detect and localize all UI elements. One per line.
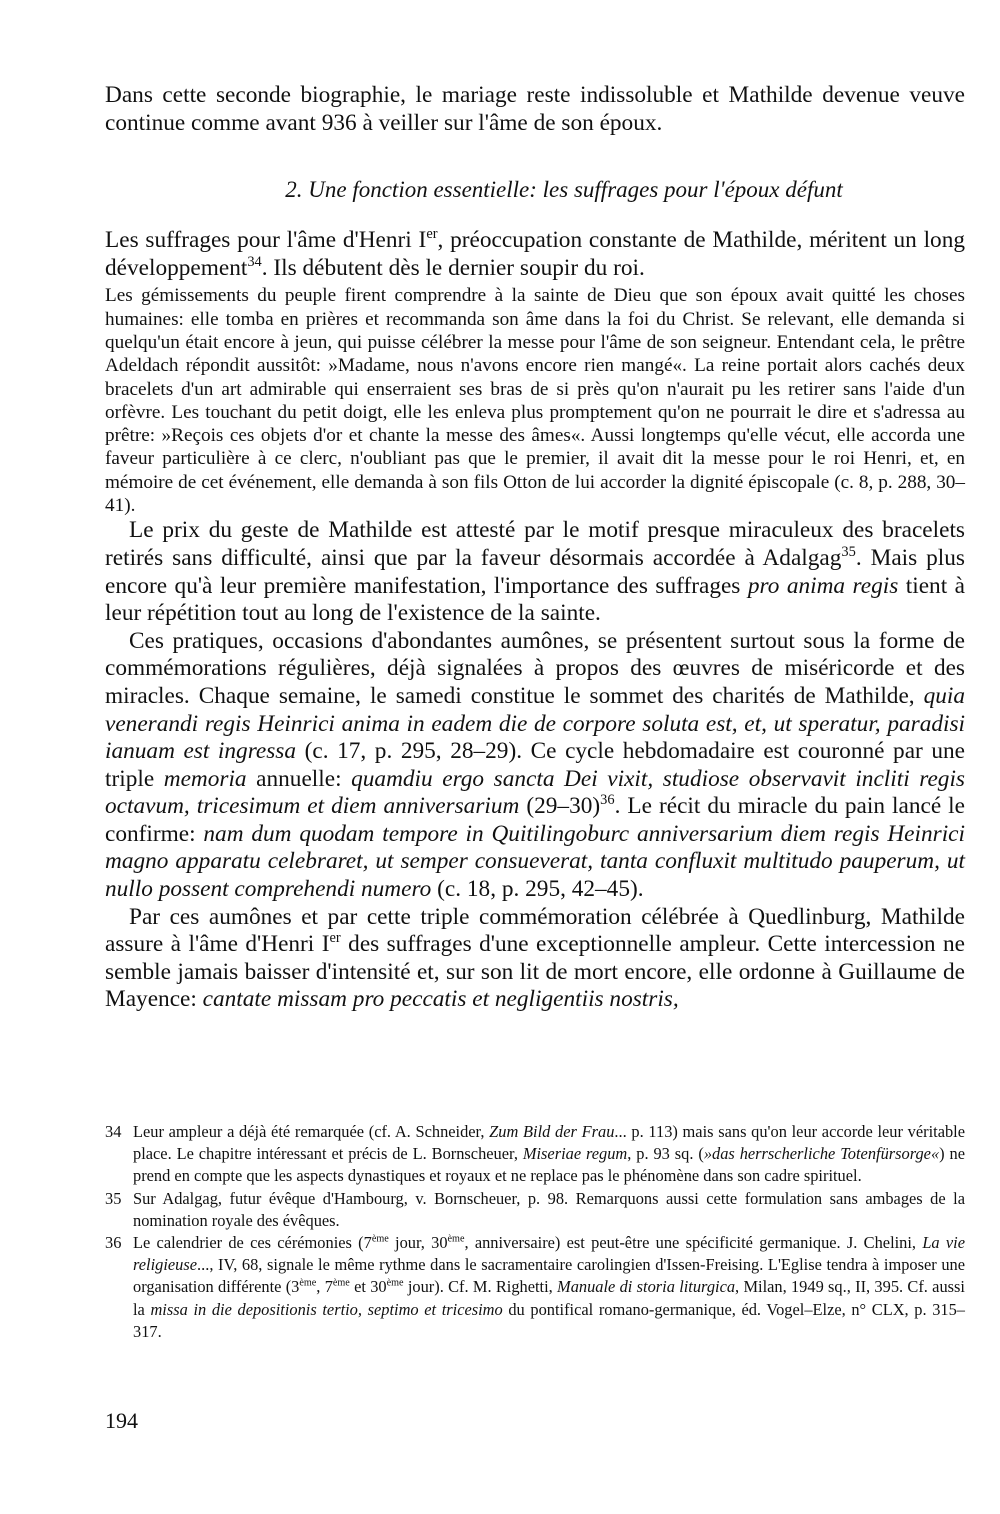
footnote-ref-36: 36 (600, 792, 615, 809)
text: . Ils débutent dès le dernier soupir du roi. (261, 254, 645, 281)
text: Les suffrages pour l'âme d'Henri I (105, 227, 427, 254)
text: Leur ampleur a déjà été remarquée (cf. A. Schneider, (133, 1122, 490, 1141)
latin-quote: cantate missam pro peccatis et negligentiis nostris, (202, 986, 679, 1013)
title: Zum Bild der Frau (489, 1122, 615, 1141)
block-quote: Les gémissements du peuple firent comprendre à la sainte de Dieu que son époux avait quitté les choses humaines: elle tomba en prières et recommanda son âme dans la foi du Christ. Se relevant, elle demanda si quelqu'un était encore à jeun, qui puisse célébrer la messe pour l'âme de son seigneur. Entendant cela, le prêtre Adeldach répondit aussitôt: »Madame, nous n'avons encore rien mangé«. La reine portait alors cachés deux bracelets d'un art admirable qui enserraient ses bras de si près qu'on n'aurait pu les retirer sans l'aide d'un orfèvre. Les touchant du petit doigt, elle les enleva plus promptement qu'on ne pourrait le dire et s'adressa au prêtre: »Reçois ces objets d'or et chante la messe des âmes«. Aussi longtemps qu'elle vécut, elle accorda une faveur particulière à ce clerc, n'oubliant pas que le premier, il avait dit la messe pour le roi Henri, et, en mémoire de cet événement, elle demanda à son fils Otton de lui accorder la dignité épiscopale (c. 8, p. 288, 30–41). (105, 285, 965, 517)
text: des suffrages d'une exceptionnelle ampleur. Cette intercession ne semble jamais baisser d'intensité et, sur son lit de mort encore, elle ordonne à Guillaume de Mayence: (105, 931, 965, 1013)
title: Miseriae regum (522, 1144, 628, 1164)
text: jour). Cf. M. Righetti, (403, 1277, 558, 1297)
footnote-number: 35 (105, 1188, 122, 1208)
text: . Le récit du miracle du pain lancé le confirme: (105, 793, 965, 847)
text: annuelle: (246, 765, 352, 792)
title: La vie religieuse (133, 1233, 965, 1275)
footnote-text (133, 1121, 965, 1188)
footnote-ref-34: 34 (247, 254, 262, 271)
superscript: ème (447, 1233, 465, 1245)
text: , 7 (316, 1277, 333, 1297)
footnote-text: Sur Adalgag, futur évêque d'Hambourg, v. Bornscheuer, p. 98. Remarquons aussi cette formulation sans ambages de la nomination royale des évêques. (133, 1188, 965, 1230)
superscript: er (426, 226, 438, 243)
text: Par ces aumônes et par cette triple commémoration célébrée à Quedlinburg, Mathilde assure à l'âme d'Henri I (105, 903, 965, 958)
latin-quote: quia venerandi regis Heinrici anima in eadem die de corpore soluta est, et, ut speratur, paradisi ianuam est ingressa (105, 682, 965, 765)
text: . Mais plus encore qu'à leur première manifestation, l'importance des suffrages (105, 544, 965, 599)
text: (29–30) (519, 793, 601, 820)
latin-word: memoria (163, 765, 247, 792)
page-number: 194 (105, 1408, 138, 1433)
footnotes (105, 1121, 965, 1343)
text: Le calendrier de ces cérémonies (7 (133, 1233, 372, 1253)
text: du pontifical romano-germanique, éd. Vogel–Elze, n° CLX, p. 315–317. (133, 1299, 965, 1341)
paragraph-prix (105, 517, 965, 627)
text: , Milan, 1949 sq., II, 395. Cf. aussi la (133, 1277, 965, 1319)
latin-quote: nam dum quodam tempore in Quitilingoburc anniversarium diem regis Heinrici magno apparatu celebraret, ut semper consueverat, tanta confluxit multitudo pauperum, ut nullo possent comprehendi numero (105, 820, 965, 903)
text: , préoccupation constante de Mathilde, méritent un long développement (105, 227, 965, 281)
paragraph-pratiques (105, 628, 965, 904)
title: »das herrscherliche Totenfürsorge« (703, 1144, 940, 1164)
text: , anniversaire) est peut-être une spécificité germanique. J. Chelini, (464, 1233, 923, 1253)
text: et 30 (349, 1277, 387, 1297)
title: missa in die depositionis tertio, septimo et tricesimo (150, 1299, 503, 1319)
footnote-35 (105, 1188, 965, 1232)
footnote-36 (105, 1232, 965, 1343)
superscript: ème (371, 1233, 389, 1245)
text: Ces pratiques, occasions d'abondantes aumônes, se présentent surtout sous la forme de commémorations régulières, déjà signalées à propos des œuvres de miséricorde et des miracles. Chaque semaine, le samedi constitue le sommet des charités de Mathilde, (105, 627, 965, 709)
footnote-ref-35: 35 (841, 544, 856, 561)
paragraph-intro: Dans cette seconde biographie, le mariage reste indissoluble et Mathilde devenue veuve continue comme avant 936 à veiller sur l'âme de son époux. (105, 82, 965, 136)
section-heading: 2. Une fonction essentielle: les suffrages pour l'époux défunt (285, 177, 843, 203)
footnote-text (133, 1232, 965, 1343)
superscript: ème (386, 1277, 404, 1289)
footnote-34 (105, 1121, 965, 1188)
footnote-number: 36 (105, 1233, 122, 1253)
superscript: ème (299, 1277, 317, 1289)
text: jour, 30 (388, 1233, 448, 1253)
text: Le prix du geste de Mathilde est attesté par le motif presque miraculeux des bracelets retirés sans difficulté, ainsi que par la faveur désormais accordée à Adalgag (105, 517, 965, 571)
text: ... p. 113) mais sans qu'on leur accorde leur véritable place. Le chapitre intéressant et précis de L. Bornscheuer, (133, 1122, 965, 1164)
page-body (105, 82, 965, 1014)
text: ) ne prend en compte que les aspects dynastiques et royaux et ne replace pas le phénomène dans son cadre spirituel. (133, 1144, 966, 1186)
title: Manuale di storia liturgica (557, 1277, 736, 1297)
text: (c. 17, p. 295, 28–29). Ce cycle hebdomadaire est couronné par une triple (105, 738, 966, 792)
superscript: ème (332, 1277, 350, 1289)
text: (c. 18, p. 295, 42–45). (431, 876, 644, 903)
text: tient à leur répétition tout au long de l'existence de la sainte. (105, 572, 966, 627)
superscript: er (329, 930, 341, 947)
paragraph-aumones (105, 904, 965, 1014)
text: ..., IV, 68, signale le même rythme dans le sacramentaire carolingien d'Issen-Freising. L'Eglise tendra à imposer une organisation différente (3 (133, 1255, 965, 1297)
footnote-number: 34 (105, 1122, 122, 1141)
latin-quote: quamdiu ergo sancta Dei vixit, studiose observavit incliti regis octavum, tricesimum et diem anniversarium (105, 765, 965, 820)
paragraph-suffrages (105, 227, 965, 282)
latin-phrase: pro anima regis (747, 572, 899, 599)
text: , p. 93 sq. ( (627, 1144, 704, 1164)
